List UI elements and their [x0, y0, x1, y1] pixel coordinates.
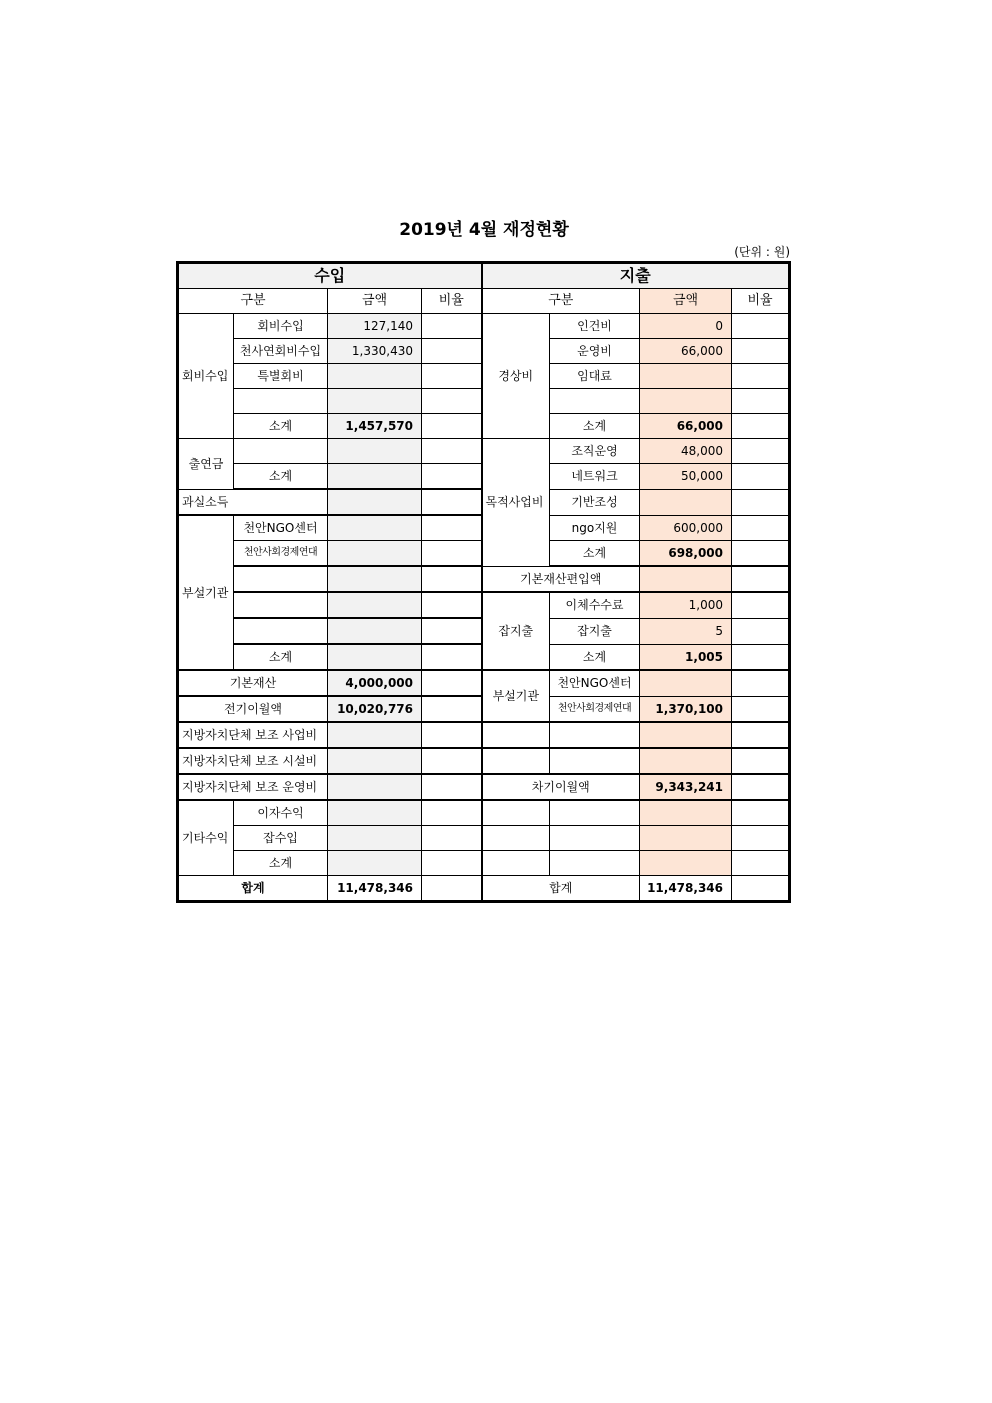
ratio-cell [422, 618, 482, 644]
ratio-cell [732, 389, 790, 414]
table-row [178, 592, 790, 618]
income-item-label: 이자수익 [234, 800, 328, 826]
ratio-cell [732, 592, 790, 618]
expense-item-amount [640, 670, 732, 696]
income-ratio-header: 비율 [422, 289, 482, 314]
other-group-label: 기타수익 [178, 800, 234, 876]
empty-cell [640, 851, 732, 876]
income-amount-header: 금액 [328, 289, 422, 314]
local-gov-amount [328, 774, 422, 800]
income-item-label: 특별회비 [234, 364, 328, 389]
income-item-amount: 1,330,430 [328, 339, 422, 364]
expense-total: 11,478,346 [640, 876, 732, 902]
table-row [178, 748, 790, 774]
ratio-cell [732, 644, 790, 670]
subtotal-label: 소계 [550, 541, 640, 567]
income-total-label: 합계 [178, 876, 328, 902]
ratio-cell [422, 464, 482, 490]
ratio-cell [422, 489, 482, 515]
contribution-group-label: 출연금 [178, 439, 234, 490]
income-section-title: 수입 [178, 263, 482, 289]
expense-item-label: 천안사회경제연대 [550, 696, 640, 722]
basic-assets-amount: 4,000,000 [328, 670, 422, 696]
expense-item-amount: 600,000 [640, 515, 732, 541]
ratio-cell [732, 439, 790, 464]
ratio-cell [422, 826, 482, 851]
misc-group-label: 잡지출 [482, 592, 550, 670]
empty-cell [482, 748, 550, 774]
fruit-income-label: 과실소득 [178, 489, 328, 515]
basic-asset-transfer-label: 기본재산편입액 [482, 566, 640, 592]
membership-subtotal: 1,457,570 [328, 414, 422, 439]
ratio-cell [732, 826, 790, 851]
ratio-cell [422, 774, 482, 800]
table-row [178, 851, 790, 876]
expense-item-label [550, 389, 640, 414]
expense-item-label: 천안NGO센터 [550, 670, 640, 696]
other-subtotal [328, 851, 422, 876]
ratio-cell [732, 774, 790, 800]
income-total: 11,478,346 [328, 876, 422, 902]
purpose-subtotal: 698,000 [640, 541, 732, 567]
ratio-cell [422, 541, 482, 567]
income-item-amount [328, 541, 422, 567]
totals-row [178, 876, 790, 902]
expense-item-label: 운영비 [550, 339, 640, 364]
income-item-label [234, 566, 328, 592]
empty-cell [550, 748, 640, 774]
ratio-cell [422, 515, 482, 541]
ratio-cell [422, 389, 482, 414]
income-item-amount [328, 618, 422, 644]
ratio-cell [732, 339, 790, 364]
ratio-cell [732, 566, 790, 592]
operating-group-label: 경상비 [482, 314, 550, 439]
subtotal-label: 소계 [234, 851, 328, 876]
purpose-group-label: 목적사업비 [482, 439, 550, 567]
income-item-amount [328, 800, 422, 826]
table-row [178, 722, 790, 748]
expense-item-label: 조직운영 [550, 439, 640, 464]
table-row [178, 826, 790, 851]
income-item-label: 천사연회비수입 [234, 339, 328, 364]
affiliates-subtotal [328, 644, 422, 670]
ratio-cell [422, 439, 482, 464]
membership-group-label: 회비수입 [178, 314, 234, 439]
misc-subtotal: 1,005 [640, 644, 732, 670]
local-gov-label: 지방자치단체 보조 운영비 [178, 774, 328, 800]
subtotal-label: 소계 [550, 644, 640, 670]
expense-item-label: 잡지출 [550, 618, 640, 644]
finance-table [176, 261, 791, 903]
ratio-cell [732, 364, 790, 389]
expense-item-amount: 0 [640, 314, 732, 339]
ratio-cell [422, 644, 482, 670]
empty-cell [550, 722, 640, 748]
ratio-cell [732, 314, 790, 339]
expense-item-amount: 1,000 [640, 592, 732, 618]
ratio-cell [732, 489, 790, 515]
income-item-amount [328, 515, 422, 541]
income-item-amount [328, 826, 422, 851]
income-item-label: 잡수입 [234, 826, 328, 851]
income-item-amount [328, 364, 422, 389]
ratio-cell [422, 670, 482, 696]
ratio-cell [732, 541, 790, 567]
section-header-row [178, 263, 790, 289]
expense-item-label: 기반조성 [550, 489, 640, 515]
ratio-cell [732, 618, 790, 644]
subtotal-label: 소계 [234, 414, 328, 439]
ratio-cell [422, 314, 482, 339]
carryover-prev-amount: 10,020,776 [328, 696, 422, 722]
expense-item-amount [640, 489, 732, 515]
subtotal-label: 소계 [550, 414, 640, 439]
income-item-label: 회비수입 [234, 314, 328, 339]
subtotal-label: 소계 [234, 644, 328, 670]
ratio-cell [422, 876, 482, 902]
expense-item-amount: 48,000 [640, 439, 732, 464]
table-row [178, 439, 790, 464]
local-gov-amount [328, 748, 422, 774]
empty-cell [550, 851, 640, 876]
affiliates-group-label: 부설기관 [178, 515, 234, 670]
ratio-cell [422, 339, 482, 364]
ratio-cell [422, 566, 482, 592]
carryover-next-label: 차기이월액 [482, 774, 640, 800]
table-row [178, 774, 790, 800]
fruit-income-amount [328, 489, 422, 515]
expense-section-title: 지출 [482, 263, 790, 289]
ratio-cell [732, 670, 790, 696]
carryover-next-amount: 9,343,241 [640, 774, 732, 800]
expense-item-amount: 1,370,100 [640, 696, 732, 722]
basic-asset-transfer-amount [640, 566, 732, 592]
empty-cell [482, 826, 550, 851]
ratio-cell [732, 851, 790, 876]
ratio-cell [422, 722, 482, 748]
income-item-label [234, 618, 328, 644]
expense-amount-header: 금액 [640, 289, 732, 314]
expense-item-label: 이체수수료 [550, 592, 640, 618]
ratio-cell [732, 515, 790, 541]
ratio-cell [422, 364, 482, 389]
expense-item-label: ngo지원 [550, 515, 640, 541]
empty-cell [550, 800, 640, 826]
expense-item-amount [640, 364, 732, 389]
basic-assets-label: 기본재산 [178, 670, 328, 696]
table-row [178, 314, 790, 339]
income-item-label: 천안NGO센터 [234, 515, 328, 541]
income-item-label: 천안사회경제연대 [234, 541, 328, 567]
empty-cell [482, 722, 550, 748]
page-title: 2019년 4월 재정현황 [399, 220, 569, 240]
local-gov-label: 지방자치단체 보조 시설비 [178, 748, 328, 774]
expense-category-header: 구분 [482, 289, 640, 314]
ratio-cell [422, 592, 482, 618]
empty-cell [550, 826, 640, 851]
table-row [178, 670, 790, 696]
income-item-amount: 127,140 [328, 314, 422, 339]
ratio-cell [422, 748, 482, 774]
income-item-label [234, 389, 328, 414]
unit-label: (단위 : 원) [734, 245, 790, 259]
expense-item-amount: 5 [640, 618, 732, 644]
ratio-cell [732, 800, 790, 826]
expense-item-label: 네트워크 [550, 464, 640, 490]
ratio-cell [732, 876, 790, 902]
expense-ratio-header: 비율 [732, 289, 790, 314]
empty-cell [640, 800, 732, 826]
expense-item-label: 임대료 [550, 364, 640, 389]
expense-affiliates-group-label: 부설기관 [482, 670, 550, 722]
expense-item-label: 인건비 [550, 314, 640, 339]
expense-item-amount [640, 389, 732, 414]
expense-item-amount: 50,000 [640, 464, 732, 490]
empty-cell [482, 851, 550, 876]
income-item-amount [328, 389, 422, 414]
ratio-cell [422, 851, 482, 876]
local-gov-amount [328, 722, 422, 748]
empty-cell [640, 826, 732, 851]
carryover-prev-label: 전기이월액 [178, 696, 328, 722]
operating-subtotal: 66,000 [640, 414, 732, 439]
income-category-header: 구분 [178, 289, 328, 314]
ratio-cell [422, 800, 482, 826]
contribution-subtotal [328, 464, 422, 490]
empty-cell [640, 748, 732, 774]
subtotal-label: 소계 [234, 464, 328, 490]
column-header-row [178, 289, 790, 314]
income-item-amount [328, 592, 422, 618]
empty-cell [482, 800, 550, 826]
income-item-label [234, 439, 328, 464]
expense-item-amount: 66,000 [640, 339, 732, 364]
table-row [178, 800, 790, 826]
ratio-cell [732, 696, 790, 722]
empty-cell [640, 722, 732, 748]
income-item-amount [328, 439, 422, 464]
ratio-cell [732, 722, 790, 748]
ratio-cell [422, 696, 482, 722]
income-item-label [234, 592, 328, 618]
income-item-amount [328, 566, 422, 592]
table-row [178, 566, 790, 592]
expense-total-label: 합계 [482, 876, 640, 902]
ratio-cell [422, 414, 482, 439]
local-gov-label: 지방자치단체 보조 사업비 [178, 722, 328, 748]
ratio-cell [732, 414, 790, 439]
ratio-cell [732, 464, 790, 490]
ratio-cell [732, 748, 790, 774]
